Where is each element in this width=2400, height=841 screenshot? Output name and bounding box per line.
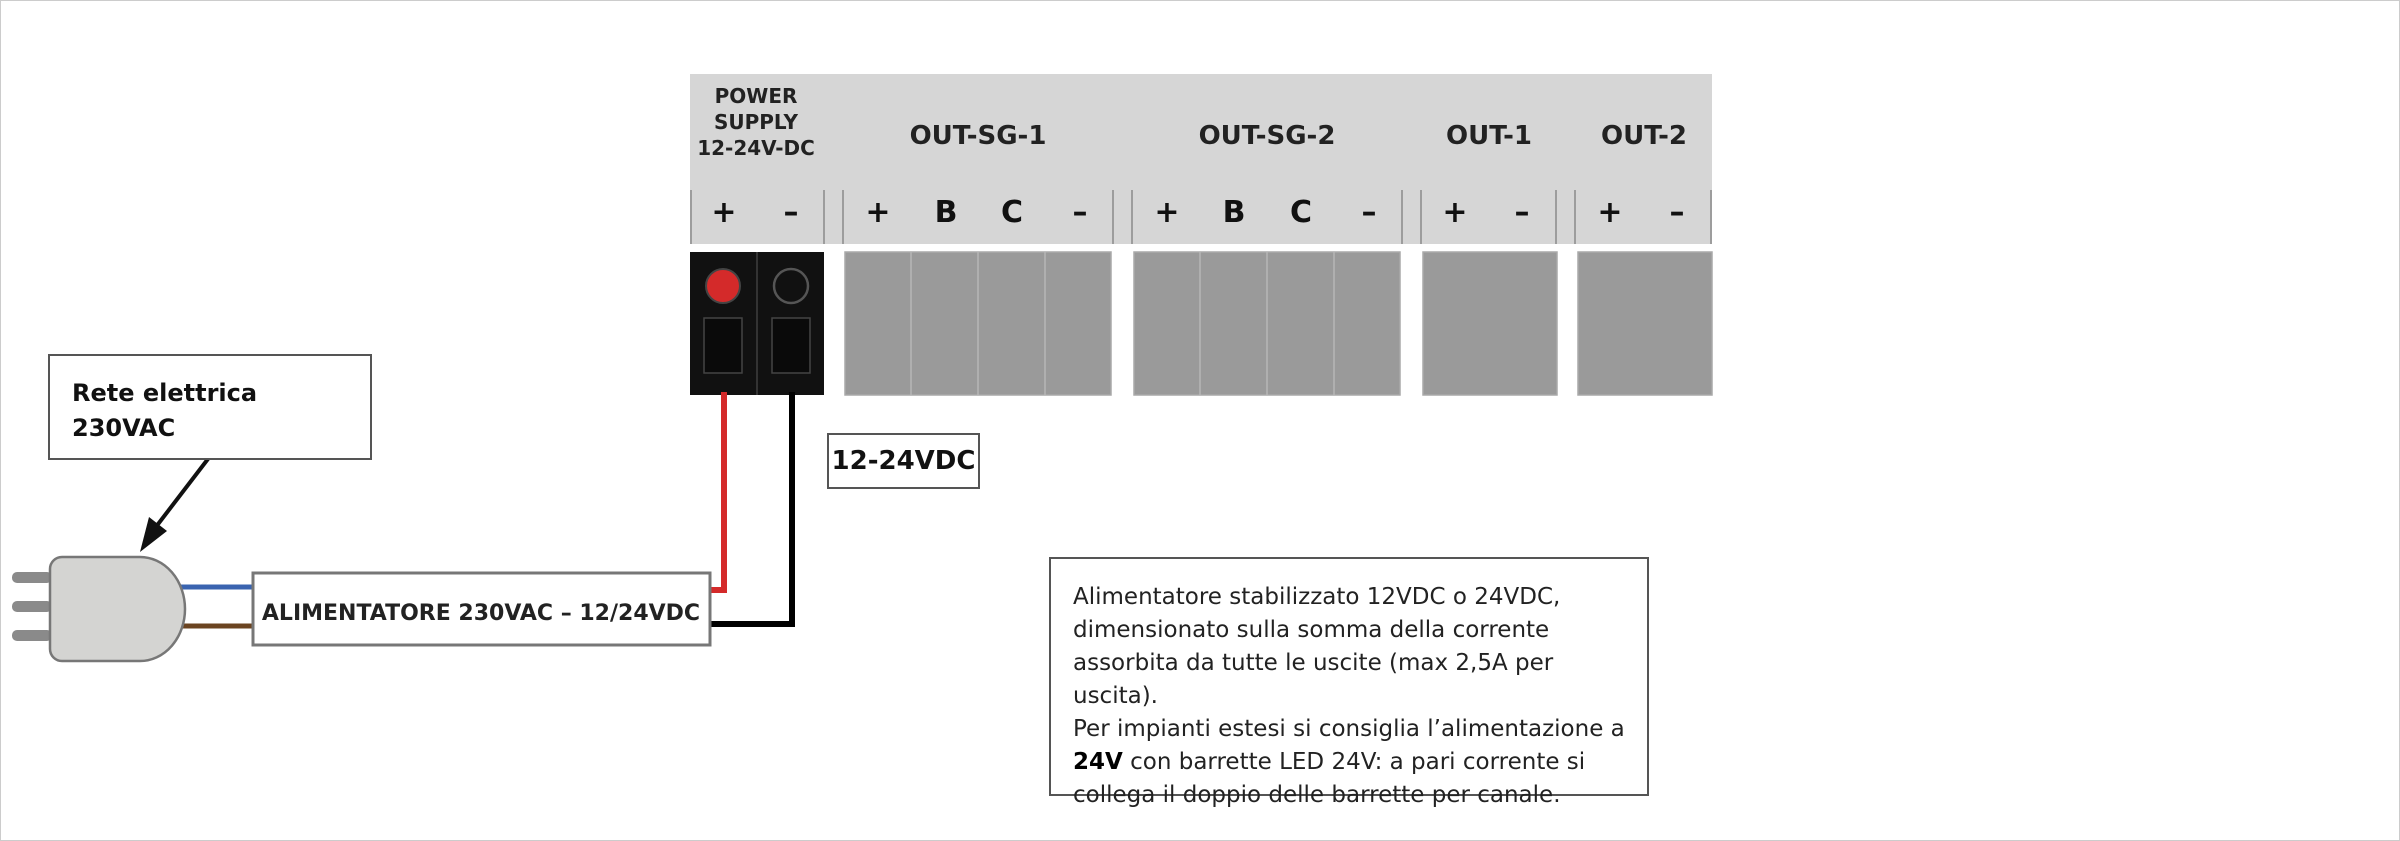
mains-label-line1: Rete elettrica: [72, 379, 258, 407]
out-1-terminal-minus: –: [1514, 195, 1530, 230]
group-label-out-sg-1: OUT-SG-1: [909, 121, 1047, 151]
output-terminal-blocks: [845, 252, 1712, 395]
mains-plug-icon: [12, 557, 185, 661]
out-sg-2-terminal-minus: –: [1361, 195, 1377, 230]
out-2-terminal-plus: +: [1597, 195, 1623, 230]
dc-output-label: 12-24VDC: [827, 433, 980, 489]
note-line6: collega il doppio delle barrette per canale.: [1073, 782, 1561, 808]
out-sg-1-terminal-c: C: [1000, 195, 1024, 230]
note-line5-rest: con barrette LED 24V: a pari corrente si: [1122, 749, 1586, 775]
out-sg-1-terminal-minus: –: [1072, 195, 1088, 230]
out-2-terminal-minus: –: [1669, 195, 1685, 230]
wire-red-positive: [708, 392, 724, 590]
group-label-out-2: OUT-2: [1600, 121, 1688, 151]
out-sg-2-terminal-plus: +: [1154, 195, 1180, 230]
note-line2: dimensionato sulla somma della corrente: [1073, 617, 1550, 643]
out-sg-2-terminal-c: C: [1289, 195, 1313, 230]
out-sg-2-terminal-b: B: [1222, 195, 1246, 230]
note-line1: Alimentatore stabilizzato 12VDC o 24VDC,: [1073, 584, 1561, 610]
power-supply-title-line3: 12-24V-DC: [697, 136, 815, 160]
out-sg-1-terminal-b: B: [934, 195, 958, 230]
note-line5-bold: 24V: [1073, 749, 1123, 775]
group-label-out-sg-2: OUT-SG-2: [1198, 121, 1336, 151]
screw-minus-icon: [774, 269, 808, 303]
power-supply-title-line2: SUPPLY: [713, 110, 799, 134]
power-terminal-minus: –: [783, 195, 799, 230]
mains-label-line2: 230VAC: [72, 414, 176, 442]
group-label-out-1: OUT-1: [1445, 121, 1533, 151]
power-input-connector: [690, 252, 824, 395]
out-1-terminal-plus: +: [1442, 195, 1468, 230]
mains-label-box: [48, 354, 372, 460]
power-supply-title-line1: POWER: [714, 84, 798, 108]
screw-plus-icon: [706, 269, 740, 303]
note-line5: [1073, 746, 1625, 779]
note-box: [1049, 557, 1649, 808]
power-terminal-plus: +: [711, 195, 737, 230]
note-line4: Per impianti estesi si consiglia l’alimentazione a: [1073, 716, 1625, 742]
power-supply-unit-label: ALIMENTATORE 230VAC – 12/24VDC: [261, 601, 701, 626]
note-line3: assorbita da tutte le uscite (max 2,5A per uscita).: [1073, 650, 1554, 709]
out-sg-1-terminal-plus: +: [865, 195, 891, 230]
